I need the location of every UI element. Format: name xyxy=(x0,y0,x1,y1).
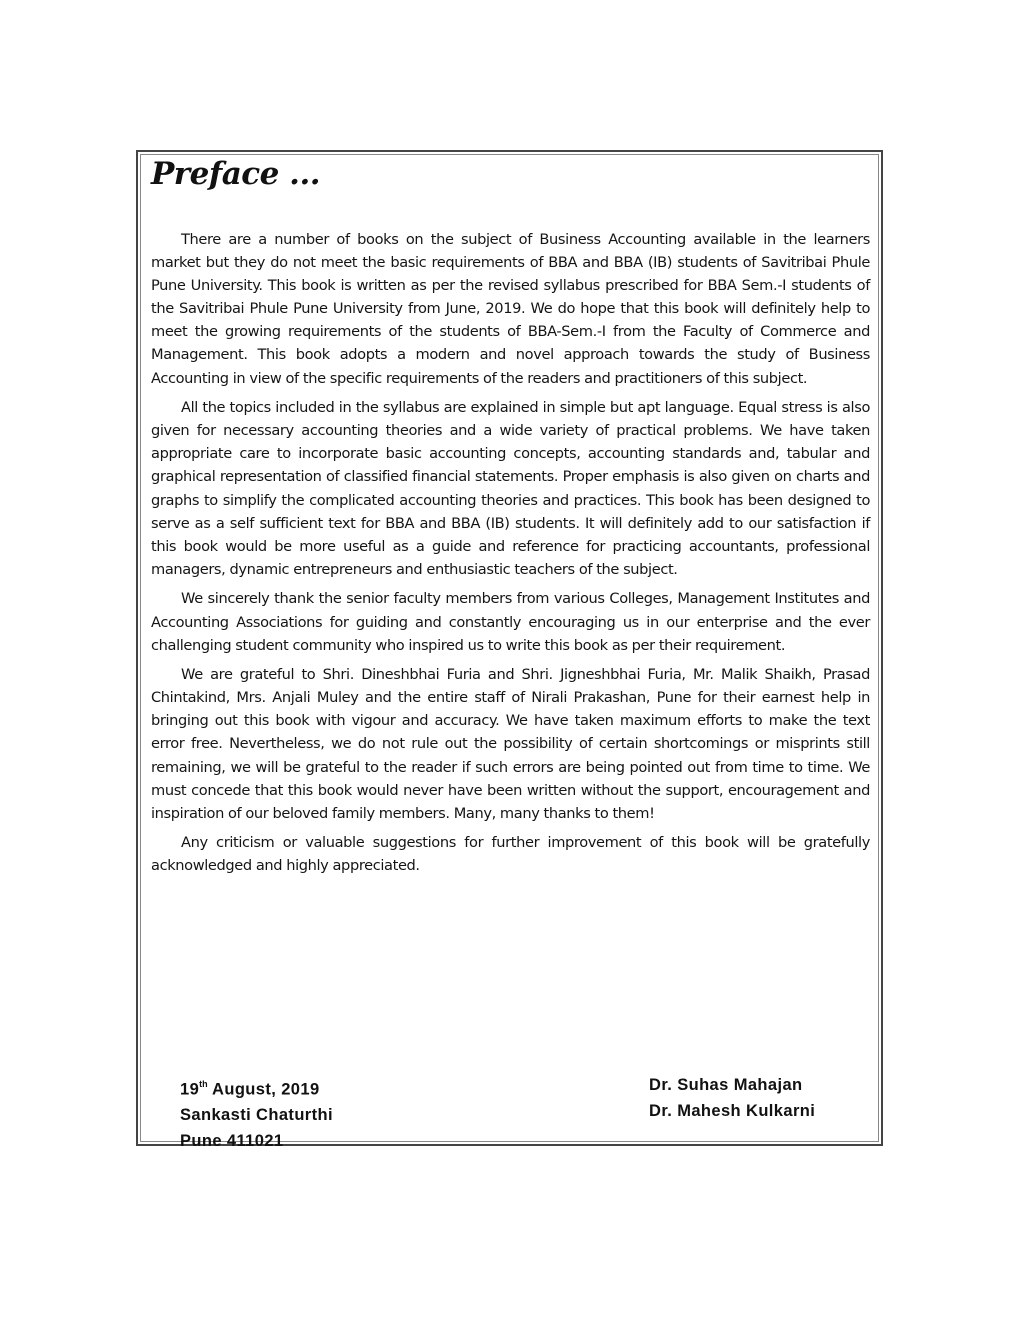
signoff-authors xyxy=(649,1073,815,1124)
author-name: Dr. Mahesh Kulkarni xyxy=(649,1101,816,1120)
signoff-place: Pune 411021 xyxy=(180,1131,284,1150)
date-month-year: August, 2019 xyxy=(207,1080,320,1099)
date-day: 19 xyxy=(180,1080,200,1099)
signoff-date xyxy=(180,1073,333,1103)
signoff-occasion: Sankasti Chaturthi xyxy=(180,1106,333,1124)
preface-paragraph: All the topics included in the syllabus are explained in simple but apt language. Equal stress is also given for necessary accounting theories and a wide variety of practical problems. We have taken appropriate care to incorporate basic accounting concepts, accounting standards and, tabular and graphical representation of classified financial statements. Proper emphasis is also given on charts and graphs to simplify the complicated accounting theories and practices. This book has been designed to serve as a self sufficient text for BBA and BBA (IB) students. It will definitely add to our satisfaction if this book would be more useful as a guide and reference for practicing accountants, professional managers, dynamic entrepreneurs and enthusiastic teachers of the subject. xyxy=(151,399,870,578)
preface-paragraph: There are a number of books on the subject of Business Accounting available in the learners market but they do not meet the basic requirements of BBA and BBA (IB) students of Savitribai Phule Pune University. This book is written as per the revised syllabus prescribed for BBA Sem.-I students of the Savitribai Phule Pune University from June, 2019. We do hope that this book will definitely help to meet the growing requirements of the students of BBA-Sem.-I from the Faculty of Commerce and Management. This book adopts a modern and novel approach towards the study of Business Accounting in view of the specific requirements of the readers and practitioners of this subject. xyxy=(151,231,870,387)
preface-body xyxy=(151,228,870,884)
author-name: Dr. Suhas Mahajan xyxy=(649,1076,803,1094)
preface-frame xyxy=(136,150,883,1150)
preface-paragraph: We sincerely thank the senior faculty members from various Colleges, Management Institutes and Accounting Associations for guiding and constantly encouraging us in our enterprise and the ever challenging student community who inspired us to write this book as per their requirement. xyxy=(151,590,870,654)
preface-paragraph: Any criticism or valuable suggestions for further improvement of this book will be gratefully acknowledged and highly appreciated. xyxy=(151,834,870,875)
signoff-date-place xyxy=(180,1073,333,1154)
page-title: Preface ... xyxy=(151,156,321,192)
date-suffix: th xyxy=(199,1079,208,1089)
preface-paragraph: We are grateful to Shri. Dineshbhai Furia and Shri. Jigneshbhai Furia, Mr. Malik Shaikh, Prasad Chintakind, Mrs. Anjali Muley and the entire staff of Nirali Prakashan, Pune for their earnest help in bringing out this book with vigour and accuracy. We have taken maximum efforts to make the text error free. Nevertheless, we do not rule out the possibility of certain shortcomings or misprints still remaining, we will be grateful to the reader if such errors are being pointed out from time to time. We must concede that this book would never have been written without the support, encouragement and inspiration of our beloved family members. Many, many thanks to them! xyxy=(151,666,870,822)
